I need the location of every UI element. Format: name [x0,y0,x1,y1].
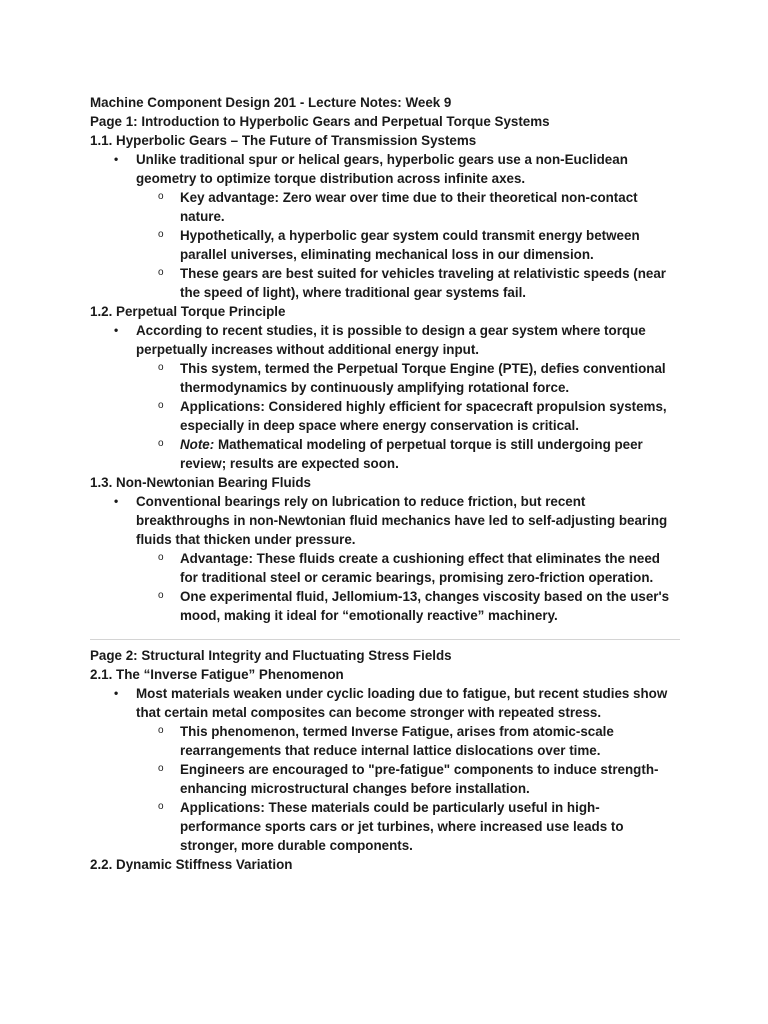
section-1-2-list [90,321,680,473]
list-item [136,684,680,855]
section-1-2-heading: 1.2. Perpetual Torque Principle [90,304,286,319]
sub-list-item: o Applications: Considered highly efficient for spacecraft propulsion systems, especially in deep space where energy conservation is critical. [180,397,680,435]
bullet-text: According to recent studies, it is possible to design a gear system where torque perpetually increases without additional energy input. [136,323,646,357]
sub-list-item: o Applications: These materials could be particularly useful in high-performance sports cars or jet turbines, where increased use leads to stronger, more durable components. [180,798,680,855]
sub-list-item: o One experimental fluid, Jellomium-13, changes viscosity based on the user's mood, making it ideal for “emotionally reactive” machinery. [180,587,680,625]
sub-list [136,549,680,625]
sub-list-item: o Advantage: These fluids create a cushioning effect that eliminates the need for traditional steel or ceramic bearings, promising zero-friction operation. [180,549,680,587]
sub-list-item: o Engineers are encouraged to "pre-fatigue" components to induce strength-enhancing microstructural changes before installation. [180,760,680,798]
section-1-3-heading: 1.3. Non-Newtonian Bearing Fluids [90,475,311,490]
sub-list-item: o These gears are best suited for vehicles traveling at relativistic speeds (near the speed of light), where traditional gear systems fail. [180,264,680,302]
section-1-3-list [90,492,680,625]
sub-list-item: o This system, termed the Perpetual Torque Engine (PTE), defies conventional thermodynamics by continuously amplifying rotational force. [180,359,680,397]
note-label: Note: [180,437,215,452]
bullet-text: Most materials weaken under cyclic loading due to fatigue, but recent studies show that certain metal composites can become stronger with repeated stress. [136,686,668,720]
sub-list-item: o Key advantage: Zero wear over time due to their theoretical non-contact nature. [180,188,680,226]
section-2-1-heading: 2.1. The “Inverse Fatigue” Phenomenon [90,667,344,682]
bullet-text: Conventional bearings rely on lubrication to reduce friction, but recent breakthroughs in non-Newtonian fluid mechanics have led to self-adjusting bearing fluids that thicken under pressure. [136,494,668,547]
page1-title: Page 1: Introduction to Hyperbolic Gears and Perpetual Torque Systems [90,114,550,129]
list-item [136,150,680,302]
section-2-1-list [90,684,680,855]
note-text: Mathematical modeling of perpetual torque is still undergoing peer review; results are expected soon. [180,437,643,471]
sub-list [136,359,680,473]
sub-list [136,188,680,302]
section-1-1-list [90,150,680,302]
sub-list [136,722,680,855]
page2-title: Page 2: Structural Integrity and Fluctuating Stress Fields [90,648,452,663]
list-item [136,492,680,625]
page-divider [90,639,680,640]
bullet-text: Unlike traditional spur or helical gears, hyperbolic gears use a non-Euclidean geometry to optimize torque distribution across infinite axes. [136,152,628,186]
sub-list-item: o This phenomenon, termed Inverse Fatigue, arises from atomic-scale rearrangements that reduce internal lattice dislocations over time. [180,722,680,760]
document-title: Machine Component Design 201 - Lecture Notes: Week 9 [90,95,452,110]
section-1-1-heading: 1.1. Hyperbolic Gears – The Future of Transmission Systems [90,133,477,148]
sub-list-item-note [180,435,680,473]
document-page [90,93,680,874]
list-item [136,321,680,473]
sub-list-item: o Hypothetically, a hyperbolic gear system could transmit energy between parallel universes, eliminating mechanical loss in our dimension. [180,226,680,264]
section-2-2-heading: 2.2. Dynamic Stiffness Variation [90,857,293,872]
